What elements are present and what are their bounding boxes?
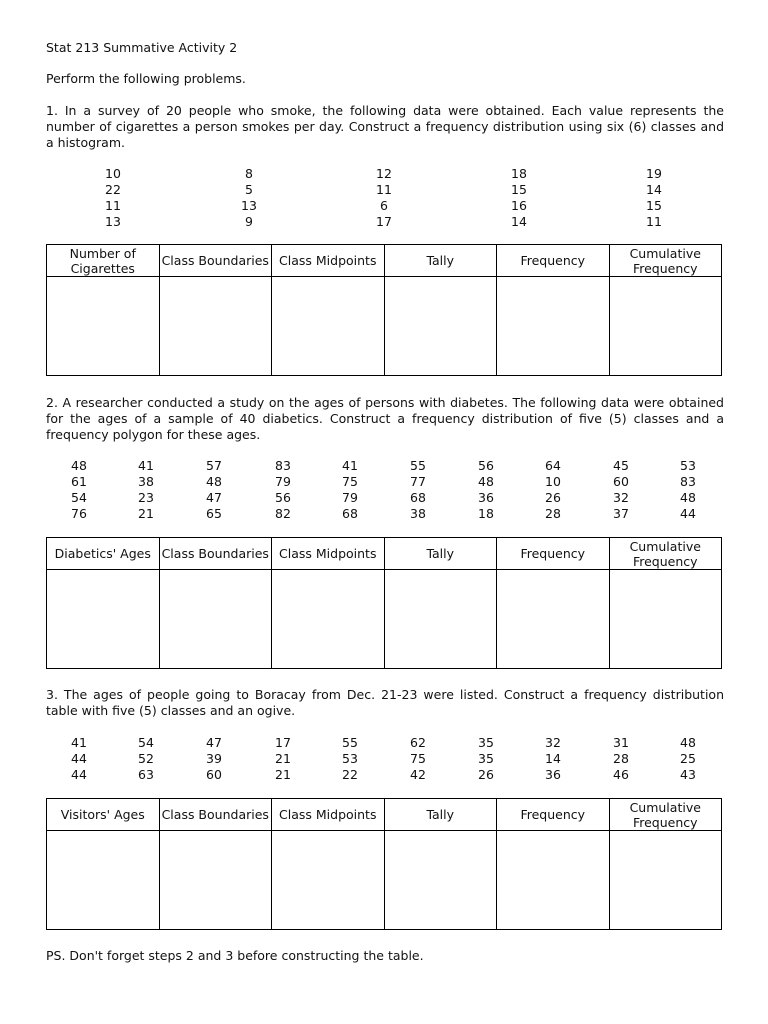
table-cell[interactable]: [47, 831, 160, 930]
column-header: Class Midpoints: [272, 799, 385, 831]
table-cell[interactable]: [497, 831, 610, 930]
problem-3-text: 3. The ages of people going to Boracay from Dec. 21-23 were listed. Construct a frequency distribution table with five (5) classes and an ogive.: [46, 687, 724, 718]
footer-note: PS. Don't forget steps 2 and 3 before constructing the table.: [46, 948, 424, 963]
table-cell[interactable]: [609, 831, 722, 930]
data-value: 18: [478, 506, 494, 521]
data-value: 28: [545, 506, 561, 521]
data-value: 25: [680, 751, 696, 766]
column-header: Cumulative Frequency: [609, 538, 722, 570]
data-value: 17: [376, 214, 392, 229]
data-value: 17: [275, 735, 291, 750]
data-column: [354, 166, 414, 230]
data-column: [533, 735, 573, 783]
data-column: [601, 735, 641, 783]
data-value: 32: [545, 735, 561, 750]
table-cell[interactable]: [159, 277, 272, 376]
data-value: 38: [138, 474, 154, 489]
data-value: 16: [511, 198, 527, 213]
data-value: 60: [613, 474, 629, 489]
table-row: [47, 570, 722, 669]
column-header: Class Midpoints: [272, 245, 385, 277]
data-column: [126, 458, 166, 522]
instructions: Perform the following problems.: [46, 71, 246, 86]
data-value: 53: [342, 751, 358, 766]
data-value: 41: [342, 458, 358, 473]
data-value: 77: [410, 474, 426, 489]
data-value: 48: [680, 490, 696, 505]
problem-1-text: 1. In a survey of 20 people who smoke, the following data were obtained. Each value represents the number of cigarettes a person smokes per day. Construct a frequency distribution using six (6) classes and a histogram.: [46, 103, 724, 150]
problem-2-text: 2. A researcher conducted a study on the ages of persons with diabetes. The following data were obtained for the ages of a sample of 40 diabetics. Construct a frequency distribution of five (5) classes and a frequency polygon for these ages.: [46, 395, 724, 442]
data-value: 82: [275, 506, 291, 521]
table-cell[interactable]: [609, 277, 722, 376]
data-value: 76: [71, 506, 87, 521]
data-value: 53: [680, 458, 696, 473]
column-header: Tally: [384, 245, 497, 277]
data-value: 60: [206, 767, 222, 782]
table-cell[interactable]: [47, 277, 160, 376]
data-value: 45: [613, 458, 629, 473]
data-column: [219, 166, 279, 230]
data-column: [398, 458, 438, 522]
data-value: 83: [680, 474, 696, 489]
data-value: 42: [410, 767, 426, 782]
data-column: [668, 735, 708, 783]
data-column: [59, 458, 99, 522]
data-column: [489, 166, 549, 230]
data-value: 36: [478, 490, 494, 505]
data-value: 43: [680, 767, 696, 782]
column-header: Tally: [384, 799, 497, 831]
data-value: 44: [71, 751, 87, 766]
table-cell[interactable]: [272, 831, 385, 930]
column-header: Frequency: [497, 799, 610, 831]
data-value: 48: [478, 474, 494, 489]
column-header: Class Boundaries: [159, 799, 272, 831]
column-header: Cumulative Frequency: [609, 799, 722, 831]
data-value: 22: [105, 182, 121, 197]
data-value: 83: [275, 458, 291, 473]
table-header-row: [47, 245, 722, 277]
data-value: 56: [275, 490, 291, 505]
table-cell[interactable]: [497, 277, 610, 376]
column-header: Class Boundaries: [159, 538, 272, 570]
data-value: 28: [613, 751, 629, 766]
data-value: 38: [410, 506, 426, 521]
data-value: 52: [138, 751, 154, 766]
data-value: 68: [342, 506, 358, 521]
data-value: 41: [71, 735, 87, 750]
document-title: Stat 213 Summative Activity 2: [46, 40, 238, 55]
data-value: 63: [138, 767, 154, 782]
table-cell[interactable]: [384, 570, 497, 669]
data-column: [263, 735, 303, 783]
data-column: [59, 735, 99, 783]
data-value: 21: [275, 767, 291, 782]
data-column: [466, 735, 506, 783]
data-value: 14: [646, 182, 662, 197]
data-value: 12: [376, 166, 392, 181]
data-value: 41: [138, 458, 154, 473]
data-value: 47: [206, 735, 222, 750]
data-value: 14: [545, 751, 561, 766]
data-value: 37: [613, 506, 629, 521]
data-value: 54: [138, 735, 154, 750]
data-value: 55: [342, 735, 358, 750]
data-value: 13: [105, 214, 121, 229]
column-header: Number of Cigarettes: [47, 245, 160, 277]
column-header: Visitors' Ages: [47, 799, 160, 831]
data-value: 26: [545, 490, 561, 505]
data-value: 79: [342, 490, 358, 505]
column-header: Class Boundaries: [159, 245, 272, 277]
table-cell[interactable]: [272, 570, 385, 669]
data-value: 8: [245, 166, 253, 181]
column-header: Frequency: [497, 538, 610, 570]
table-header-row: [47, 538, 722, 570]
data-value: 21: [275, 751, 291, 766]
data-column: [263, 458, 303, 522]
data-column: [533, 458, 573, 522]
data-value: 56: [478, 458, 494, 473]
data-value: 15: [511, 182, 527, 197]
table-cell[interactable]: [159, 570, 272, 669]
problem-3-frequency-table: [46, 798, 722, 930]
table-cell[interactable]: [272, 277, 385, 376]
data-value: 57: [206, 458, 222, 473]
data-value: 11: [376, 182, 392, 197]
data-value: 21: [138, 506, 154, 521]
data-value: 48: [680, 735, 696, 750]
data-column: [466, 458, 506, 522]
data-value: 31: [613, 735, 629, 750]
data-value: 65: [206, 506, 222, 521]
data-value: 62: [410, 735, 426, 750]
data-value: 75: [342, 474, 358, 489]
data-value: 47: [206, 490, 222, 505]
data-value: 55: [410, 458, 426, 473]
data-value: 5: [245, 182, 253, 197]
data-value: 44: [71, 767, 87, 782]
data-value: 23: [138, 490, 154, 505]
data-column: [194, 458, 234, 522]
data-value: 11: [105, 198, 121, 213]
data-value: 75: [410, 751, 426, 766]
data-value: 15: [646, 198, 662, 213]
data-value: 32: [613, 490, 629, 505]
data-value: 14: [511, 214, 527, 229]
data-value: 22: [342, 767, 358, 782]
table-cell[interactable]: [497, 570, 610, 669]
column-header: Tally: [384, 538, 497, 570]
data-value: 35: [478, 751, 494, 766]
data-value: 9: [245, 214, 253, 229]
data-column: [83, 166, 143, 230]
data-value: 13: [241, 198, 257, 213]
data-column: [126, 735, 166, 783]
table-cell[interactable]: [47, 570, 160, 669]
data-value: 36: [545, 767, 561, 782]
problem-1-frequency-table: [46, 244, 722, 376]
data-value: 10: [545, 474, 561, 489]
data-column: [398, 735, 438, 783]
data-value: 11: [646, 214, 662, 229]
data-value: 79: [275, 474, 291, 489]
table-cell[interactable]: [159, 831, 272, 930]
data-value: 61: [71, 474, 87, 489]
table-cell[interactable]: [384, 831, 497, 930]
data-value: 39: [206, 751, 222, 766]
data-value: 6: [380, 198, 388, 213]
column-header: Frequency: [497, 245, 610, 277]
data-value: 18: [511, 166, 527, 181]
data-column: [330, 735, 370, 783]
table-cell[interactable]: [384, 277, 497, 376]
data-value: 44: [680, 506, 696, 521]
data-value: 19: [646, 166, 662, 181]
data-value: 26: [478, 767, 494, 782]
table-row: [47, 277, 722, 376]
data-column: [668, 458, 708, 522]
data-value: 64: [545, 458, 561, 473]
data-value: 54: [71, 490, 87, 505]
column-header: Cumulative Frequency: [609, 245, 722, 277]
data-value: 48: [71, 458, 87, 473]
data-column: [194, 735, 234, 783]
table-row: [47, 831, 722, 930]
data-value: 68: [410, 490, 426, 505]
data-value: 48: [206, 474, 222, 489]
data-value: 10: [105, 166, 121, 181]
table-header-row: [47, 799, 722, 831]
data-column: [624, 166, 684, 230]
column-header: Diabetics' Ages: [47, 538, 160, 570]
table-cell[interactable]: [609, 570, 722, 669]
data-value: 35: [478, 735, 494, 750]
data-value: 46: [613, 767, 629, 782]
data-column: [330, 458, 370, 522]
problem-2-frequency-table: [46, 537, 722, 669]
data-column: [601, 458, 641, 522]
column-header: Class Midpoints: [272, 538, 385, 570]
